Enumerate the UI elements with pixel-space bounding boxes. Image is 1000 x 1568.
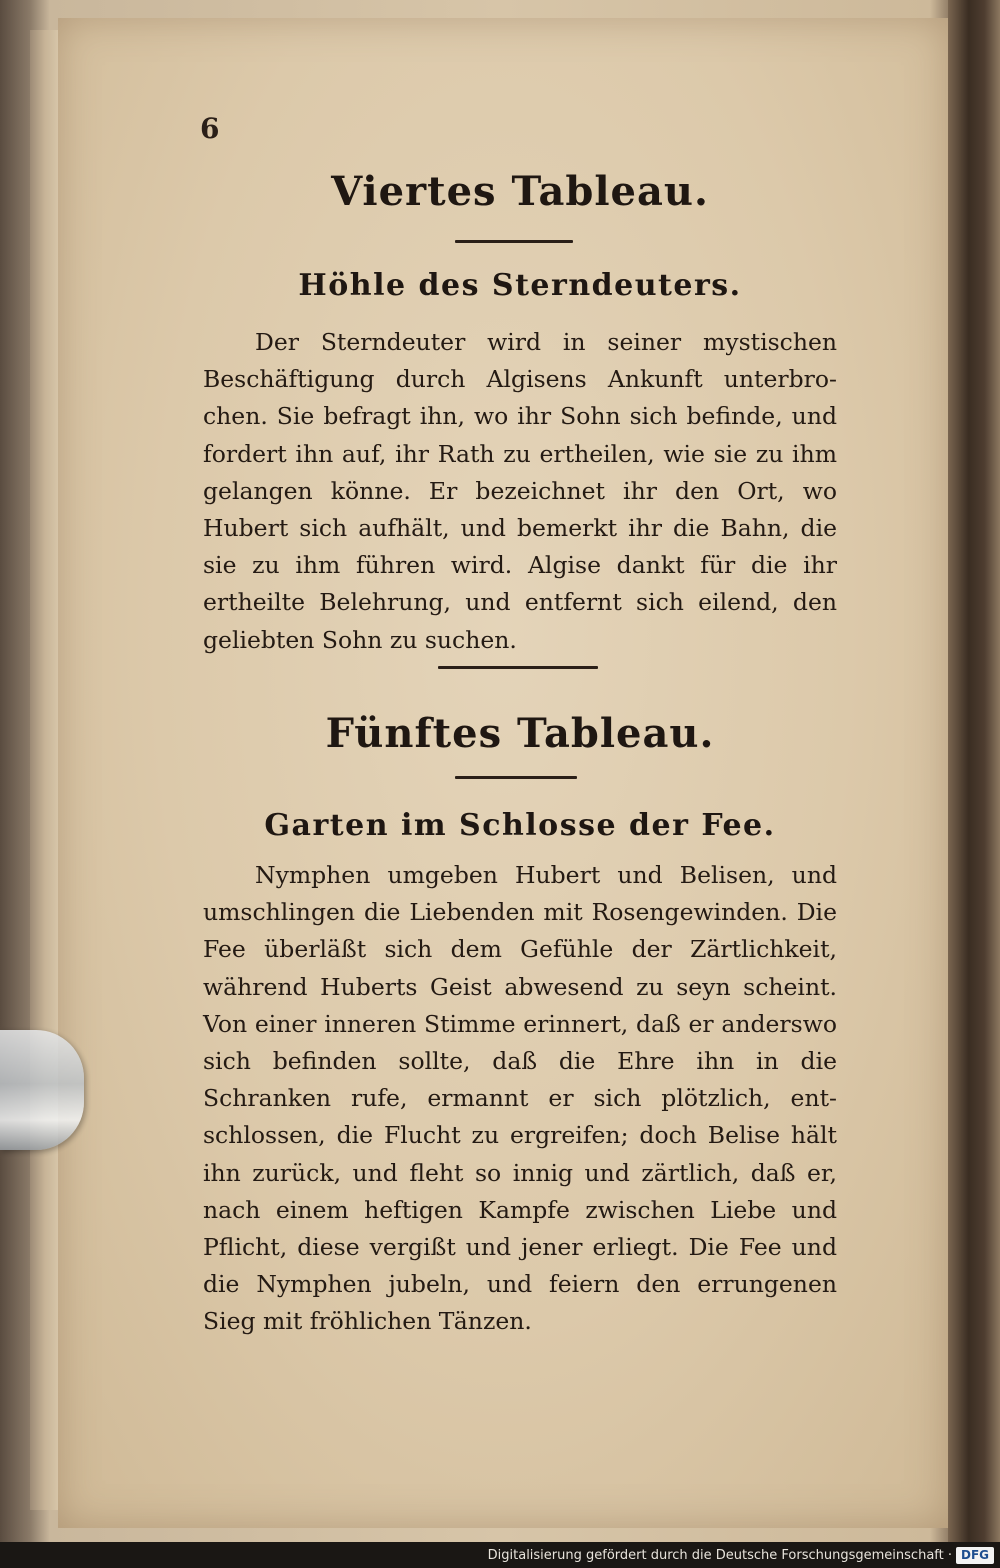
title-rule [455, 240, 573, 243]
scene-title-garten: Garten im Schlosse der Fee. [264, 808, 776, 843]
section-divider [438, 666, 598, 669]
footer-credit: Digitalisierung gefördert durch die Deutsche Forschungsgemeinschaft · [487, 1548, 952, 1563]
book-spine [948, 0, 1000, 1568]
paragraph-viertes-tableau: Der Sterndeuter wird in seiner mystischen Beschäftigung durch Algisens Ankunft unterbrochen. Sie befragt ihn, wo ihr Sohn sich befinde, und fordert ihn auf, ihr Rath zu ertheilen, wie sie zu ihm gelangen könne. Er bezeichnet ihr den Ort, wo Hubert sich aufhält, und bemerkt ihr die Bahn, die sie zu ihm führen wird. Algise dankt für die ihr ertheilte Belehrung, und entfernt sich eilend, den geliebten Sohn zu suchen. [203, 328, 837, 654]
page-stack-edge [30, 30, 61, 1510]
section-title-fuenftes-tableau: Fünftes Tableau. [325, 710, 715, 757]
page-number: 6 [200, 112, 220, 145]
page-clip [0, 1030, 84, 1150]
paragraph-fuenftes-tableau: Nymphen umgeben Hubert und Belisen, und umschlingen die Liebenden mit Rosengewinden. Die Fee überläßt sich dem Gefühle der Zärtlichkeit, während Huberts Geist abwesend zu seyn scheint. Von einer inneren Stimme erinnert, daß er anderswo sich befinden sollte, daß die Ehre ihn in die Schranken rufe, ermannt er sich plötzlich, entschlossen, die Flucht zu ergreifen; doch Belise hält ihn zurück, und fleht so innig und zärtlich, daß er, nach einem heftigen Kampfe zwischen Liebe und Pflicht, diese vergißt und jener erliegt. Die Fee und die Nymphen jubeln, und feiern den errungenen Sieg mit fröhlichen Tänzen. [203, 861, 837, 1336]
scene-title-hoehle: Höhle des Sterndeuters. [298, 268, 742, 303]
title-rule [455, 776, 577, 779]
section-title-viertes-tableau: Viertes Tableau. [331, 168, 709, 215]
dfg-logo: DFG [956, 1547, 994, 1564]
footer-bar [0, 1542, 1000, 1568]
